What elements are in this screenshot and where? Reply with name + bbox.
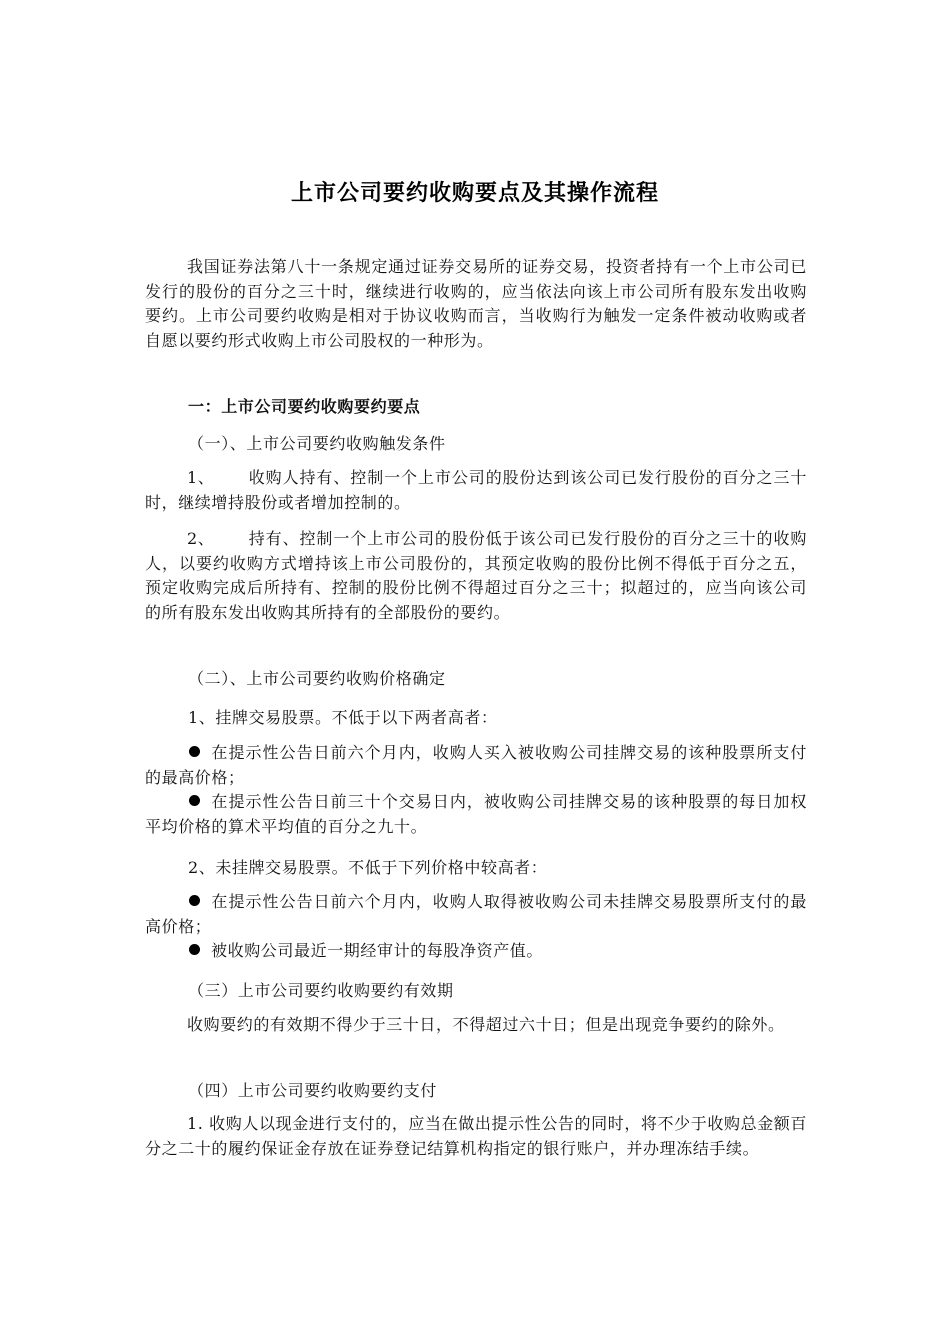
subsection-heading-trigger: （一）、上市公司要约收购触发条件 [188,434,446,453]
validity-paragraph: 收购要约的有效期不得少于三十日，不得超过六十日；但是出现竞争要约的除外。 [187,1015,785,1034]
trigger-item-2-text: 持有、控制一个上市公司的股份低于该公司已发行股份的百分之三十的收购人，以要约收购方式增持该上市公司股份的，其预定收购的股份比例不得低于百分之五，预定收购完成后所持有、控制的股份比例不得超过百分之三十；拟超过的，应当向该公司的所有股东发出收购其所持有的全部股份的要约。 [145,529,807,622]
trigger-item-2 [145,527,807,625]
payment-paragraph: 1. 收购人以现金进行支付的，应当在做出提示性公告的同时，将不少于收购总金额百分之二十的履约保证金存放在证券登记结算机构指定的银行账户，并办理冻结手续。 [145,1114,807,1158]
trigger-item-2-number: 2、 [187,529,215,548]
trigger-item-1-number: 1、 [187,468,215,487]
subsection-heading-validity: （三）上市公司要约收购要约有效期 [188,981,454,1000]
subsection-heading-price: （二）、上市公司要约收购价格确定 [188,669,446,688]
unlisted-bullet-1-text: 在提示性公告日前六个月内，收购人取得被收购公司未挂牌交易股票所支付的最高价格； [145,892,807,936]
bullet-dot-icon [189,746,200,757]
subsection-heading-payment: （四）上市公司要约收购要约支付 [188,1081,438,1100]
listed-bullet-2-text: 在提示性公告日前三十个交易日内，被收购公司挂牌交易的该种股票的每日加权平均价格的算术平均值的百分之九十。 [145,792,807,836]
bullet-dot-icon [189,895,200,906]
unlisted-bullet-2 [145,939,807,964]
unlisted-shares-heading: 2、未挂牌交易股票。不低于下列价格中较高者： [188,858,548,877]
bullet-dot-icon [189,944,200,955]
section-heading-key-points: 一：上市公司要约收购要约要点 [188,397,421,416]
trigger-item-1 [145,466,807,515]
listed-bullet-1 [145,741,807,790]
bullet-dot-icon [189,795,200,806]
unlisted-bullet-1 [145,890,807,939]
trigger-item-1-text: 收购人持有、控制一个上市公司的股份达到该公司已发行股份的百分之三十时，继续增持股份或者增加控制的。 [145,468,807,512]
listed-bullet-2 [145,790,807,839]
intro-paragraph: 我国证券法第八十一条规定通过证券交易所的证券交易，投资者持有一个上市公司已发行的股份的百分之三十时，继续进行收购的，应当依法向该上市公司所有股东发出收购要约。上市公司要约收购是相对于协议收购而言，当收购行为触发一定条件被动收购或者自愿以要约形式收购上市公司股权的一种形为。 [145,257,807,350]
unlisted-bullet-2-text: 被收购公司最近一期经审计的每股净资产值。 [211,941,544,960]
listed-bullet-1-text: 在提示性公告日前六个月内，收购人买入被收购公司挂牌交易的该种股票所支付的最高价格； [145,743,807,787]
listed-shares-heading: 1、挂牌交易股票。不低于以下两者高者： [188,708,498,727]
document-title: 上市公司要约收购要点及其操作流程 [290,181,659,206]
